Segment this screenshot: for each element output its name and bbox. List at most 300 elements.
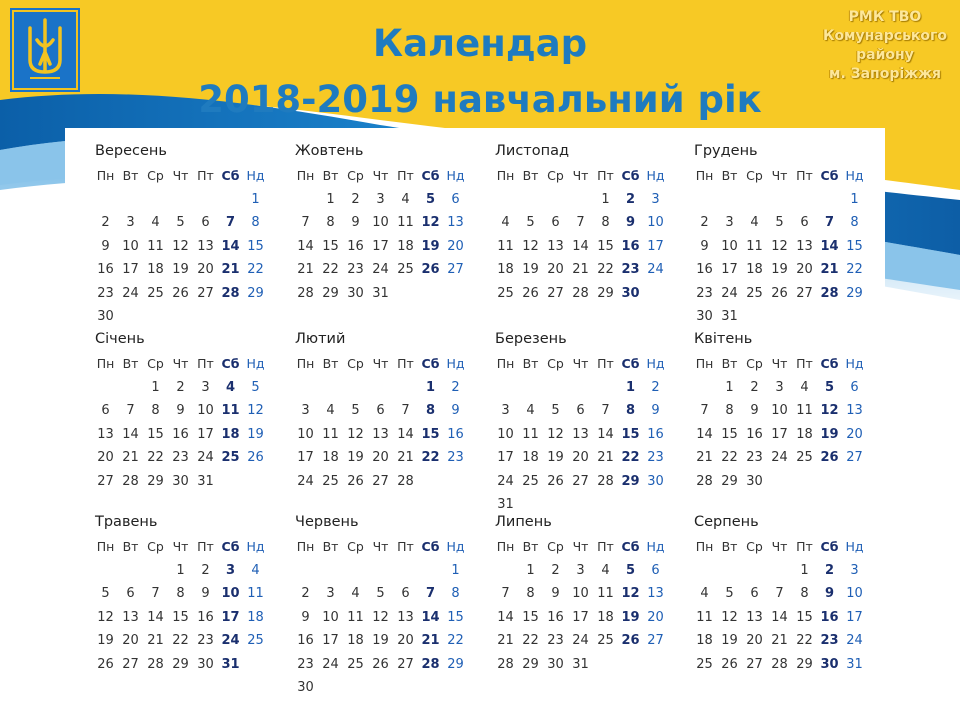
day-cell: 21 [597, 450, 614, 465]
day-cell: 23 [621, 262, 640, 277]
day-cell: 26 [172, 285, 189, 301]
weekday-header: Вт [122, 539, 139, 554]
day-cell: 20 [397, 633, 414, 648]
weekday-header: Нд [446, 356, 465, 371]
day-cell: 19 [721, 633, 738, 648]
weekday-header: Пн [96, 356, 115, 371]
day-cell: 1 [451, 562, 460, 578]
empty-cell [368, 376, 393, 400]
day-cell: 28 [497, 656, 514, 672]
month-name: Жовтень [295, 143, 364, 159]
day-cell: 20 [572, 450, 589, 465]
day-cell: 16 [347, 238, 364, 254]
day-cell: 11 [247, 586, 264, 601]
day-cell: 2 [750, 379, 759, 395]
empty-cell [293, 188, 318, 212]
day-cell: 28 [820, 285, 839, 301]
day-cell: 16 [197, 609, 214, 625]
day-cell: 25 [247, 633, 264, 648]
day-cell: 14 [696, 426, 713, 442]
day-cell: 2 [176, 379, 185, 395]
empty-cell [418, 559, 443, 583]
day-cell: 21 [221, 262, 240, 277]
day-cell: 24 [497, 473, 514, 489]
day-cell: 31 [721, 309, 738, 324]
weekday-header: Чт [372, 539, 389, 554]
weekday-header: Пт [397, 168, 414, 183]
day-cell: 17 [122, 262, 139, 277]
day-cell: 5 [725, 586, 734, 601]
day-cell: 17 [372, 238, 389, 254]
empty-cell [692, 559, 717, 583]
day-cell: 31 [846, 656, 863, 672]
day-cell: 25 [221, 450, 240, 465]
day-cell: 24 [221, 633, 240, 648]
empty-cell [293, 376, 318, 400]
day-cell: 22 [447, 633, 464, 648]
day-cell: 13 [746, 609, 763, 625]
day-cell: 28 [397, 473, 414, 489]
day-cell: 5 [101, 586, 110, 601]
day-cell: 19 [621, 609, 640, 625]
day-cell: 12 [522, 238, 539, 254]
weekday-header: Сб [421, 168, 440, 183]
day-cell: 26 [421, 262, 440, 277]
month-name: Липень [495, 514, 552, 530]
day-cell: 5 [551, 403, 560, 418]
day-cell: 21 [771, 633, 788, 648]
day-cell: 19 [820, 426, 839, 442]
day-cell: 14 [820, 238, 839, 254]
weekday-header: Сб [221, 356, 240, 371]
day-cell: 27 [372, 473, 389, 489]
day-cell: 9 [824, 586, 835, 601]
day-cell: 16 [647, 426, 664, 442]
day-cell: 31 [572, 656, 589, 672]
day-cell: 1 [625, 379, 636, 395]
day-cell: 30 [746, 473, 763, 489]
day-cell: 13 [796, 238, 813, 254]
day-cell: 13 [647, 586, 664, 601]
day-cell: 4 [601, 562, 610, 578]
day-cell: 14 [122, 426, 139, 442]
day-cell: 20 [197, 262, 214, 277]
day-cell: 4 [351, 586, 360, 601]
day-cell: 9 [101, 238, 110, 254]
empty-cell [593, 376, 618, 400]
day-cell: 16 [97, 262, 114, 277]
empty-cell [393, 559, 418, 583]
day-cell: 15 [522, 609, 539, 625]
day-cell: 20 [547, 262, 564, 277]
day-cell: 12 [247, 403, 264, 418]
day-cell: 24 [846, 633, 863, 648]
day-cell: 26 [621, 633, 640, 648]
day-cell: 19 [771, 262, 788, 277]
empty-cell [193, 188, 218, 212]
organization-line: Комунарського [823, 28, 947, 44]
day-cell: 12 [771, 238, 788, 254]
month-calendar [493, 138, 669, 305]
day-cell: 19 [522, 262, 539, 277]
empty-cell [318, 376, 343, 400]
day-cell: 26 [347, 473, 364, 489]
month-calendar [692, 138, 868, 329]
day-cell: 21 [696, 450, 713, 465]
weekday-header: Нд [646, 356, 665, 371]
day-cell: 6 [376, 403, 385, 418]
day-cell: 15 [597, 238, 614, 254]
day-cell: 19 [172, 262, 189, 277]
weekday-header: Вт [522, 168, 539, 183]
empty-cell [493, 559, 518, 583]
day-cell: 17 [221, 609, 240, 625]
weekday-header: Сб [621, 356, 640, 371]
day-cell: 14 [147, 609, 164, 625]
day-cell: 17 [771, 426, 788, 442]
day-cell: 9 [451, 403, 460, 418]
day-cell: 14 [497, 609, 514, 625]
empty-cell [118, 188, 143, 212]
weekday-header: Вт [522, 356, 539, 371]
day-cell: 30 [820, 656, 839, 672]
weekday-header: Вт [122, 168, 139, 183]
day-cell: 6 [850, 379, 859, 395]
day-cell: 25 [696, 656, 713, 672]
day-cell: 3 [501, 403, 510, 418]
weekday-header: Нд [246, 539, 265, 554]
empty-cell [493, 376, 518, 400]
day-cell: 30 [172, 473, 189, 489]
month-grid [293, 352, 469, 493]
empty-cell [742, 559, 767, 583]
day-cell: 29 [522, 656, 539, 672]
empty-cell [93, 559, 118, 583]
day-cell: 21 [421, 633, 440, 648]
day-cell: 31 [221, 656, 240, 672]
day-cell: 24 [372, 262, 389, 277]
day-cell: 23 [197, 633, 214, 648]
month-grid [293, 164, 469, 305]
weekday-header: Ср [147, 356, 164, 371]
weekday-header: Пн [496, 168, 515, 183]
month-grid [493, 164, 669, 305]
day-cell: 4 [526, 403, 535, 418]
day-cell: 12 [721, 609, 738, 625]
day-cell: 5 [526, 215, 535, 230]
weekday-header: Нд [845, 539, 864, 554]
day-cell: 6 [551, 215, 560, 230]
day-cell: 20 [447, 238, 464, 254]
day-cell: 19 [421, 238, 440, 254]
day-cell: 23 [820, 633, 839, 648]
day-cell: 23 [547, 633, 564, 648]
weekday-header: Чт [771, 539, 788, 554]
day-cell: 26 [247, 450, 264, 465]
weekday-header: Чт [572, 539, 589, 554]
day-cell: 16 [447, 426, 464, 442]
day-cell: 6 [401, 586, 410, 601]
day-cell: 11 [597, 586, 614, 601]
day-cell: 3 [201, 379, 210, 395]
day-cell: 21 [122, 450, 139, 465]
weekday-header: Чт [172, 356, 189, 371]
day-cell: 13 [547, 238, 564, 254]
weekday-header: Пн [496, 539, 515, 554]
day-cell: 17 [846, 609, 863, 625]
day-cell: 31 [372, 285, 389, 301]
day-cell: 29 [796, 656, 813, 672]
day-cell: 10 [197, 403, 214, 418]
day-cell: 4 [401, 191, 410, 207]
weekday-header: Нд [446, 168, 465, 183]
day-cell: 29 [621, 473, 640, 489]
day-cell: 20 [97, 450, 114, 465]
day-cell: 28 [696, 473, 713, 489]
month-name: Листопад [495, 143, 570, 159]
weekday-header: Сб [621, 168, 640, 183]
day-cell: 25 [746, 285, 763, 301]
day-cell: 27 [572, 473, 589, 489]
day-cell: 23 [746, 450, 763, 465]
day-cell: 25 [796, 450, 813, 465]
day-cell: 4 [750, 215, 759, 230]
day-cell: 21 [497, 633, 514, 648]
day-cell: 10 [221, 586, 240, 601]
month-name: Квітень [694, 331, 753, 347]
day-cell: 8 [451, 586, 460, 601]
day-cell: 18 [247, 609, 264, 625]
day-cell: 25 [597, 633, 614, 648]
day-cell: 1 [526, 562, 535, 578]
day-cell: 4 [326, 403, 335, 418]
day-cell: 10 [846, 586, 863, 601]
day-cell: 29 [597, 285, 614, 301]
day-cell: 3 [576, 562, 585, 578]
day-cell: 24 [197, 450, 214, 465]
weekday-header: Чт [372, 356, 389, 371]
month-calendar [93, 509, 269, 676]
day-cell: 3 [725, 215, 734, 230]
empty-cell [767, 559, 792, 583]
day-cell: 7 [576, 215, 585, 230]
day-cell: 5 [251, 379, 260, 395]
day-cell: 19 [247, 426, 264, 442]
day-cell: 18 [322, 450, 339, 465]
weekday-header: Ср [347, 539, 364, 554]
empty-cell [717, 188, 742, 212]
day-cell: 13 [397, 609, 414, 625]
weekday-header: Ср [547, 356, 564, 371]
day-cell: 28 [297, 285, 314, 301]
day-cell: 16 [172, 426, 189, 442]
weekday-header: Чт [372, 168, 389, 183]
day-cell: 5 [425, 191, 436, 207]
empty-cell [692, 188, 717, 212]
month-grid [93, 352, 269, 493]
day-cell: 26 [547, 473, 564, 489]
weekday-header: Пт [197, 539, 214, 554]
day-cell: 17 [197, 426, 214, 442]
day-cell: 24 [297, 473, 314, 489]
day-cell: 1 [251, 191, 260, 207]
day-cell: 5 [775, 215, 784, 230]
weekday-header: Пн [695, 168, 714, 183]
day-cell: 20 [647, 609, 664, 625]
month-name: Вересень [95, 143, 167, 159]
weekday-header: Ср [746, 539, 763, 554]
weekday-header: Сб [820, 539, 839, 554]
empty-cell [393, 376, 418, 400]
day-cell: 18 [796, 426, 813, 442]
day-cell: 25 [322, 473, 339, 489]
day-cell: 23 [647, 450, 664, 465]
day-cell: 7 [425, 586, 436, 601]
month-calendar [93, 138, 269, 329]
day-cell: 18 [497, 262, 514, 277]
day-cell: 8 [800, 586, 809, 601]
day-cell: 25 [347, 656, 364, 672]
day-cell: 10 [647, 215, 664, 230]
day-cell: 11 [322, 426, 339, 442]
weekday-header: Сб [421, 539, 440, 554]
day-cell: 9 [176, 403, 185, 418]
weekday-header: Пт [197, 356, 214, 371]
day-cell: 17 [297, 450, 314, 465]
month-grid [692, 352, 868, 493]
day-cell: 22 [322, 262, 339, 277]
weekday-header: Вт [721, 168, 738, 183]
day-cell: 21 [397, 450, 414, 465]
empty-cell [293, 559, 318, 583]
weekday-header: Чт [172, 539, 189, 554]
month-calendar [293, 509, 469, 700]
weekday-header: Ср [347, 168, 364, 183]
empty-cell [817, 188, 842, 212]
month-calendar [692, 509, 868, 676]
empty-cell [543, 376, 568, 400]
day-cell: 10 [372, 215, 389, 230]
day-cell: 29 [247, 285, 264, 301]
day-cell: 14 [421, 609, 440, 625]
day-cell: 15 [322, 238, 339, 254]
day-cell: 21 [297, 262, 314, 277]
day-cell: 18 [147, 262, 164, 277]
day-cell: 19 [547, 450, 564, 465]
day-cell: 23 [447, 450, 464, 465]
day-cell: 6 [800, 215, 809, 230]
day-cell: 29 [447, 656, 464, 672]
weekday-header: Ср [147, 539, 164, 554]
weekday-header: Ср [746, 168, 763, 183]
page-title: Календар [372, 22, 588, 65]
day-cell: 12 [372, 609, 389, 625]
day-cell: 8 [425, 403, 436, 418]
day-cell: 6 [126, 586, 135, 601]
day-cell: 11 [347, 609, 364, 625]
day-cell: 26 [522, 285, 539, 301]
month-calendar [93, 326, 269, 493]
weekday-header: Чт [572, 356, 589, 371]
day-cell: 1 [176, 562, 185, 578]
month-grid [493, 352, 669, 517]
day-cell: 8 [151, 403, 160, 418]
weekday-header: Чт [771, 168, 788, 183]
day-cell: 13 [197, 238, 214, 254]
day-cell: 31 [497, 497, 514, 512]
day-cell: 14 [297, 238, 314, 254]
day-cell: 2 [551, 562, 560, 578]
weekday-header: Ср [547, 539, 564, 554]
weekday-header: Пт [796, 539, 813, 554]
day-cell: 11 [221, 403, 240, 418]
day-cell: 15 [796, 609, 813, 625]
day-cell: 7 [824, 215, 835, 230]
month-grid [93, 535, 269, 676]
day-cell: 16 [621, 238, 640, 254]
day-cell: 8 [326, 215, 335, 230]
day-cell: 7 [601, 403, 610, 418]
day-cell: 28 [597, 473, 614, 489]
day-cell: 2 [824, 562, 835, 578]
weekday-header: Чт [572, 168, 589, 183]
day-cell: 12 [347, 426, 364, 442]
day-cell: 18 [221, 426, 240, 442]
empty-cell [543, 188, 568, 212]
empty-cell [692, 376, 717, 400]
weekday-header: Ср [746, 356, 763, 371]
day-cell: 6 [201, 215, 210, 230]
day-cell: 26 [820, 450, 839, 465]
weekday-header: Ср [147, 168, 164, 183]
day-cell: 29 [846, 285, 863, 301]
day-cell: 5 [176, 215, 185, 230]
empty-cell [143, 559, 168, 583]
day-cell: 13 [846, 403, 863, 418]
month-calendar [493, 509, 669, 676]
day-cell: 31 [197, 473, 214, 489]
day-cell: 14 [397, 426, 414, 442]
day-cell: 6 [101, 403, 110, 418]
empty-cell [343, 376, 368, 400]
month-calendar [293, 326, 469, 493]
day-cell: 18 [597, 609, 614, 625]
day-cell: 4 [225, 379, 236, 395]
month-name: Травень [95, 514, 158, 530]
weekday-header: Сб [421, 356, 440, 371]
day-cell: 22 [796, 633, 813, 648]
day-cell: 7 [700, 403, 709, 418]
weekday-header: Сб [221, 168, 240, 183]
weekday-header: Ср [547, 168, 564, 183]
day-cell: 25 [522, 473, 539, 489]
day-cell: 11 [397, 215, 414, 230]
day-cell: 30 [547, 656, 564, 672]
day-cell: 21 [147, 633, 164, 648]
day-cell: 6 [651, 562, 660, 578]
day-cell: 13 [447, 215, 464, 230]
weekday-header: Пт [397, 539, 414, 554]
day-cell: 17 [647, 238, 664, 254]
empty-cell [717, 559, 742, 583]
weekday-header: Нд [446, 539, 465, 554]
weekday-header: Нд [845, 168, 864, 183]
day-cell: 30 [297, 680, 314, 695]
day-cell: 8 [725, 403, 734, 418]
day-cell: 6 [576, 403, 585, 418]
day-cell: 18 [397, 238, 414, 254]
day-cell: 15 [721, 426, 738, 442]
